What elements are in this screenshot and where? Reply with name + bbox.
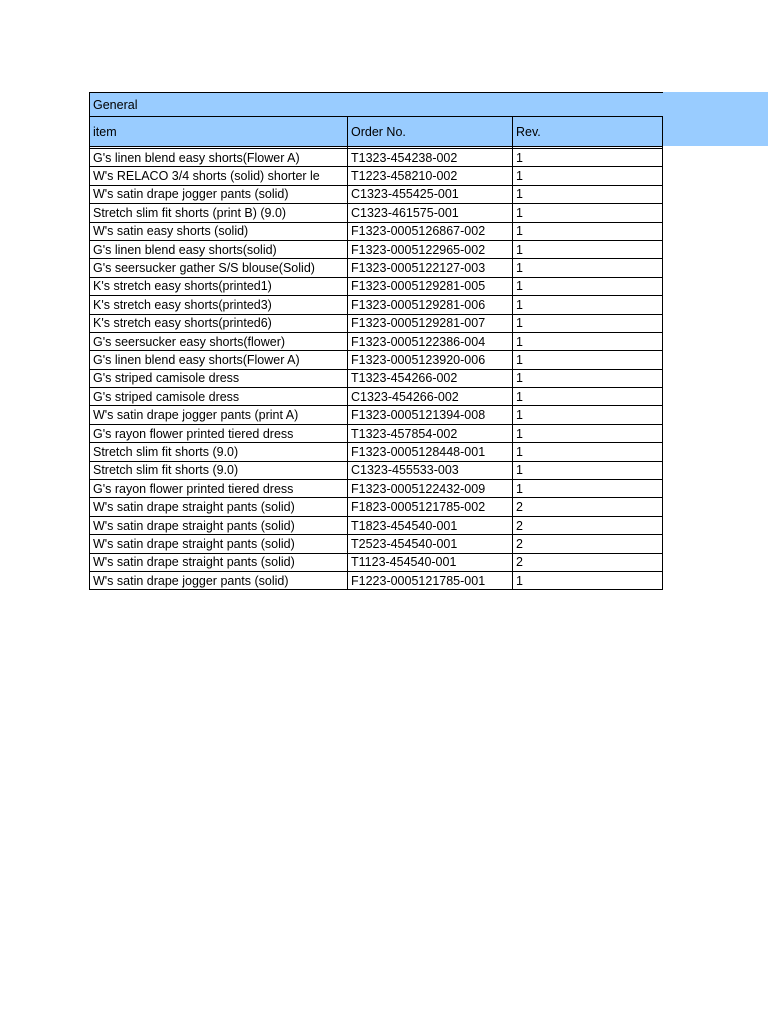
order-no-cell: F1323-0005129281-005 xyxy=(348,277,513,295)
order-no-cell: F1323-0005126867-002 xyxy=(348,222,513,240)
item-cell: W's satin drape jogger pants (solid) xyxy=(90,571,348,589)
table-row xyxy=(90,149,663,167)
rev-cell: 1 xyxy=(513,314,663,332)
order-no-cell: F1323-0005129281-007 xyxy=(348,314,513,332)
order-no-cell: T1123-454540-001 xyxy=(348,553,513,571)
rev-cell: 1 xyxy=(513,406,663,424)
order-no-cell: F1323-0005122965-002 xyxy=(348,240,513,258)
table-row xyxy=(90,222,663,240)
table-row xyxy=(90,277,663,295)
table-row xyxy=(90,204,663,222)
table-row xyxy=(90,461,663,479)
item-cell: W's satin drape jogger pants (solid) xyxy=(90,185,348,203)
item-cell: W's satin drape straight pants (solid) xyxy=(90,498,348,516)
item-cell: Stretch slim fit shorts (print B) (9.0) xyxy=(90,204,348,222)
order-no-cell: F1323-0005129281-006 xyxy=(348,296,513,314)
table-row xyxy=(90,388,663,406)
rev-cell: 1 xyxy=(513,388,663,406)
table-row xyxy=(90,535,663,553)
order-no-cell: F1223-0005121785-001 xyxy=(348,571,513,589)
column-header-item: item xyxy=(90,117,348,147)
item-cell: G's rayon flower printed tiered dress xyxy=(90,480,348,498)
order-no-cell: F1323-0005122386-004 xyxy=(348,332,513,350)
rev-cell: 1 xyxy=(513,149,663,167)
item-cell: W's satin drape straight pants (solid) xyxy=(90,535,348,553)
table-row xyxy=(90,167,663,185)
table-row xyxy=(90,240,663,258)
rev-cell: 1 xyxy=(513,185,663,203)
item-cell: G's linen blend easy shorts(Flower A) xyxy=(90,149,348,167)
table-row xyxy=(90,553,663,571)
rev-cell: 2 xyxy=(513,553,663,571)
header-row xyxy=(90,117,663,147)
rev-cell: 1 xyxy=(513,443,663,461)
order-no-cell: T2523-454540-001 xyxy=(348,535,513,553)
item-cell: W's RELACO 3/4 shorts (solid) shorter le xyxy=(90,167,348,185)
item-cell: W's satin drape jogger pants (print A) xyxy=(90,406,348,424)
order-no-cell: C1323-461575-001 xyxy=(348,204,513,222)
table-row xyxy=(90,424,663,442)
table-row xyxy=(90,351,663,369)
table-row xyxy=(90,406,663,424)
rev-cell: 1 xyxy=(513,204,663,222)
rev-cell: 1 xyxy=(513,222,663,240)
rev-cell: 2 xyxy=(513,498,663,516)
item-cell: W's satin drape straight pants (solid) xyxy=(90,516,348,534)
order-no-cell: F1323-0005122432-009 xyxy=(348,480,513,498)
item-cell: G's linen blend easy shorts(solid) xyxy=(90,240,348,258)
order-no-cell: F1323-0005123920-006 xyxy=(348,351,513,369)
rev-cell: 1 xyxy=(513,369,663,387)
item-cell: K's stretch easy shorts(printed3) xyxy=(90,296,348,314)
column-header-rev: Rev. xyxy=(513,117,663,147)
rev-cell: 1 xyxy=(513,571,663,589)
item-cell: G's rayon flower printed tiered dress xyxy=(90,424,348,442)
header-fill-band xyxy=(662,92,768,146)
rev-cell: 2 xyxy=(513,516,663,534)
order-no-cell: T1323-457854-002 xyxy=(348,424,513,442)
order-table xyxy=(89,92,663,590)
rev-cell: 2 xyxy=(513,535,663,553)
rev-cell: 1 xyxy=(513,240,663,258)
rev-cell: 1 xyxy=(513,332,663,350)
item-cell: W's satin easy shorts (solid) xyxy=(90,222,348,240)
order-no-cell: F1323-0005121394-008 xyxy=(348,406,513,424)
order-no-cell: T1823-454540-001 xyxy=(348,516,513,534)
section-row xyxy=(90,93,663,117)
item-cell: G's striped camisole dress xyxy=(90,369,348,387)
item-cell: K's stretch easy shorts(printed6) xyxy=(90,314,348,332)
order-no-cell: F1823-0005121785-002 xyxy=(348,498,513,516)
table-row xyxy=(90,259,663,277)
rev-cell: 1 xyxy=(513,461,663,479)
order-no-cell: F1323-0005128448-001 xyxy=(348,443,513,461)
item-cell: Stretch slim fit shorts (9.0) xyxy=(90,443,348,461)
rev-cell: 1 xyxy=(513,296,663,314)
table-row xyxy=(90,296,663,314)
table-row xyxy=(90,498,663,516)
rev-cell: 1 xyxy=(513,424,663,442)
item-cell: Stretch slim fit shorts (9.0) xyxy=(90,461,348,479)
order-no-cell: T1323-454266-002 xyxy=(348,369,513,387)
item-cell: G's linen blend easy shorts(Flower A) xyxy=(90,351,348,369)
rev-cell: 1 xyxy=(513,167,663,185)
table-row xyxy=(90,369,663,387)
section-label: General xyxy=(90,93,663,117)
column-header-order-no: Order No. xyxy=(348,117,513,147)
table-row xyxy=(90,571,663,589)
order-no-cell: C1323-455533-003 xyxy=(348,461,513,479)
rev-cell: 1 xyxy=(513,351,663,369)
rev-cell: 1 xyxy=(513,480,663,498)
order-no-cell: C1323-454266-002 xyxy=(348,388,513,406)
rev-cell: 1 xyxy=(513,259,663,277)
table-row xyxy=(90,480,663,498)
item-cell: G's seersucker easy shorts(flower) xyxy=(90,332,348,350)
item-cell: W's satin drape straight pants (solid) xyxy=(90,553,348,571)
item-cell: K's stretch easy shorts(printed1) xyxy=(90,277,348,295)
item-cell: G's seersucker gather S/S blouse(Solid) xyxy=(90,259,348,277)
table-row xyxy=(90,314,663,332)
rev-cell: 1 xyxy=(513,277,663,295)
order-no-cell: T1223-458210-002 xyxy=(348,167,513,185)
item-cell: G's striped camisole dress xyxy=(90,388,348,406)
table-row xyxy=(90,516,663,534)
order-no-cell: T1323-454238-002 xyxy=(348,149,513,167)
table-row xyxy=(90,443,663,461)
order-no-cell: F1323-0005122127-003 xyxy=(348,259,513,277)
order-no-cell: C1323-455425-001 xyxy=(348,185,513,203)
table-row xyxy=(90,332,663,350)
table-row xyxy=(90,185,663,203)
